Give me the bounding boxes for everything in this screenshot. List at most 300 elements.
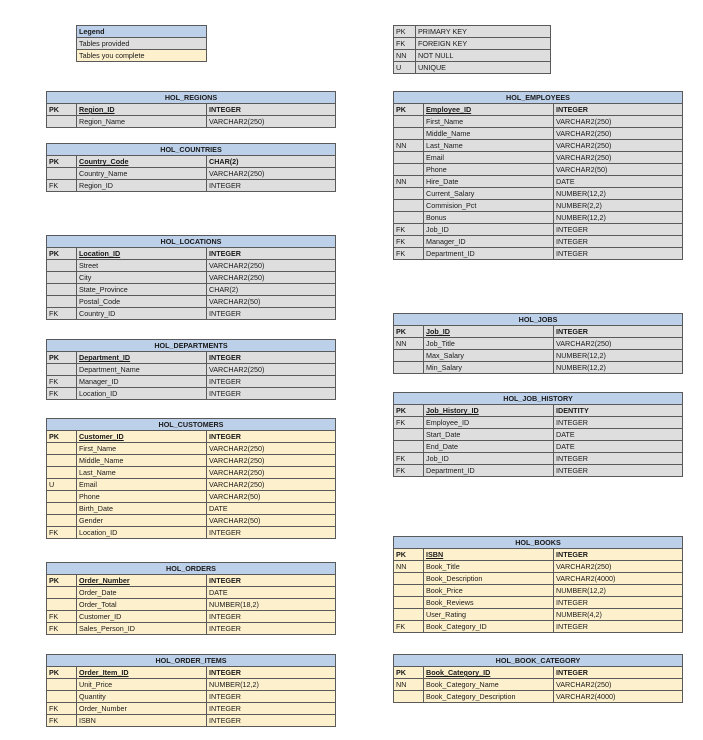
column-name-cell: Department_ID <box>424 248 554 260</box>
key-cell <box>394 152 424 164</box>
table-row <box>394 549 683 561</box>
column-name-cell: Region_ID <box>77 180 207 192</box>
table-row <box>47 284 336 296</box>
table-hol-jobs <box>393 313 683 374</box>
column-name-cell: Street <box>77 260 207 272</box>
column-name-cell: Job_ID <box>424 453 554 465</box>
key-cell <box>394 188 424 200</box>
data-type-cell: INTEGER <box>207 527 336 539</box>
table-row <box>47 587 336 599</box>
key-cell <box>394 597 424 609</box>
key-cell <box>394 128 424 140</box>
column-name-cell: City <box>77 272 207 284</box>
table-row <box>394 405 683 417</box>
data-type-cell: NUMBER(12,2) <box>554 585 683 597</box>
column-name-cell: Manager_ID <box>77 376 207 388</box>
table-hol-orders <box>46 562 336 635</box>
table-row <box>394 212 683 224</box>
column-name-cell: Hire_Date <box>424 176 554 188</box>
key-cell: NN <box>394 338 424 350</box>
table-row <box>47 623 336 635</box>
key-cell: PK <box>47 575 77 587</box>
legend-provided: Tables provided <box>77 38 207 50</box>
key-legend-table <box>393 25 551 74</box>
column-name-cell: Job_ID <box>424 326 554 338</box>
column-name-cell: Job_Title <box>424 338 554 350</box>
key-code: PK <box>394 26 416 38</box>
data-type-cell: INTEGER <box>207 623 336 635</box>
key-cell: NN <box>394 140 424 152</box>
key-cell <box>47 599 77 611</box>
key-cell: PK <box>47 431 77 443</box>
table-row <box>47 479 336 491</box>
table-row <box>394 441 683 453</box>
data-type-cell: INTEGER <box>207 431 336 443</box>
data-type-cell: INTEGER <box>207 248 336 260</box>
data-type-cell: NUMBER(12,2) <box>207 679 336 691</box>
column-name-cell: Country_Name <box>77 168 207 180</box>
key-cell <box>47 296 77 308</box>
data-type-cell: INTEGER <box>207 703 336 715</box>
table-hol-order-items <box>46 654 336 727</box>
column-name-cell: Location_ID <box>77 527 207 539</box>
legend-table <box>76 25 207 62</box>
key-cell: FK <box>394 465 424 477</box>
column-name-cell: Job_ID <box>424 224 554 236</box>
data-type-cell: VARCHAR2(250) <box>554 338 683 350</box>
table-hol-job-history <box>393 392 683 477</box>
table-row <box>394 338 683 350</box>
data-type-cell: INTEGER <box>207 611 336 623</box>
key-cell <box>47 260 77 272</box>
key-cell: FK <box>394 248 424 260</box>
table-row <box>394 667 683 679</box>
data-type-cell: VARCHAR2(250) <box>554 140 683 152</box>
key-cell <box>47 364 77 376</box>
table-row <box>394 417 683 429</box>
column-name-cell: Location_ID <box>77 248 207 260</box>
table-row <box>47 703 336 715</box>
key-cell: PK <box>394 326 424 338</box>
column-name-cell: Job_History_ID <box>424 405 554 417</box>
key-code: U <box>394 62 416 74</box>
table-row <box>47 168 336 180</box>
data-type-cell: INTEGER <box>554 236 683 248</box>
legend-complete: Tables you complete <box>77 50 207 62</box>
data-type-cell: NUMBER(12,2) <box>554 362 683 374</box>
table-row <box>394 164 683 176</box>
column-name-cell: Location_ID <box>77 388 207 400</box>
data-type-cell: NUMBER(4,2) <box>554 609 683 621</box>
column-name-cell: Book_Price <box>424 585 554 597</box>
column-name-cell: Unit_Price <box>77 679 207 691</box>
data-type-cell: CHAR(2) <box>207 284 336 296</box>
data-type-cell: NUMBER(2,2) <box>554 200 683 212</box>
data-type-cell: NUMBER(12,2) <box>554 212 683 224</box>
column-name-cell: Order_Date <box>77 587 207 599</box>
key-cell <box>394 212 424 224</box>
table-row <box>394 585 683 597</box>
column-name-cell: Middle_Name <box>424 128 554 140</box>
column-name-cell: Phone <box>77 491 207 503</box>
table-row <box>394 188 683 200</box>
table-row <box>394 104 683 116</box>
data-type-cell: VARCHAR2(250) <box>554 679 683 691</box>
key-cell: PK <box>394 405 424 417</box>
table-row <box>394 609 683 621</box>
table-title: HOL_ORDER_ITEMS <box>47 655 336 667</box>
table-row <box>47 691 336 703</box>
table-row <box>394 679 683 691</box>
table-row <box>47 352 336 364</box>
table-row <box>47 667 336 679</box>
key-cell <box>47 443 77 455</box>
table-row <box>47 388 336 400</box>
column-name-cell: ISBN <box>77 715 207 727</box>
table-title: HOL_REGIONS <box>47 92 336 104</box>
table-row <box>47 503 336 515</box>
key-cell <box>394 164 424 176</box>
table-row <box>47 308 336 320</box>
key-cell: FK <box>394 417 424 429</box>
column-name-cell: User_Rating <box>424 609 554 621</box>
table-row <box>47 376 336 388</box>
data-type-cell: VARCHAR2(250) <box>554 561 683 573</box>
key-cell <box>47 284 77 296</box>
table-row <box>394 200 683 212</box>
table-hol-regions <box>46 91 336 128</box>
key-cell: FK <box>47 611 77 623</box>
table-title: HOL_JOB_HISTORY <box>394 393 683 405</box>
table-hol-book-category <box>393 654 683 703</box>
table-row <box>47 467 336 479</box>
column-name-cell: Book_Category_ID <box>424 667 554 679</box>
column-name-cell: Department_ID <box>77 352 207 364</box>
table-row <box>394 561 683 573</box>
table-row <box>47 260 336 272</box>
key-cell <box>394 200 424 212</box>
data-type-cell: VARCHAR2(250) <box>207 168 336 180</box>
table-row <box>394 236 683 248</box>
data-type-cell: DATE <box>207 503 336 515</box>
data-type-cell: VARCHAR2(250) <box>207 260 336 272</box>
key-cell <box>47 116 77 128</box>
key-cell: FK <box>47 388 77 400</box>
key-cell: FK <box>47 623 77 635</box>
column-name-cell: Bonus <box>424 212 554 224</box>
column-name-cell: Book_Category_Name <box>424 679 554 691</box>
column-name-cell: Order_Item_ID <box>77 667 207 679</box>
table-hol-customers <box>46 418 336 539</box>
table-row <box>47 679 336 691</box>
column-name-cell: Phone <box>424 164 554 176</box>
table-row <box>47 715 336 727</box>
key-cell <box>47 503 77 515</box>
column-name-cell: Manager_ID <box>424 236 554 248</box>
key-cell: PK <box>47 248 77 260</box>
data-type-cell: INTEGER <box>554 667 683 679</box>
key-code: FK <box>394 38 416 50</box>
table-row <box>47 443 336 455</box>
column-name-cell: End_Date <box>424 441 554 453</box>
key-meaning: PRIMARY KEY <box>416 26 551 38</box>
key-cell <box>47 467 77 479</box>
key-cell <box>394 350 424 362</box>
column-name-cell: Postal_Code <box>77 296 207 308</box>
data-type-cell: INTEGER <box>207 180 336 192</box>
column-name-cell: Email <box>424 152 554 164</box>
key-cell <box>394 573 424 585</box>
key-cell <box>394 441 424 453</box>
key-cell <box>394 585 424 597</box>
key-cell: PK <box>394 667 424 679</box>
column-name-cell: Gender <box>77 515 207 527</box>
key-cell <box>47 168 77 180</box>
table-row <box>394 350 683 362</box>
column-name-cell: State_Province <box>77 284 207 296</box>
data-type-cell: DATE <box>554 429 683 441</box>
table-row <box>47 116 336 128</box>
table-title: HOL_DEPARTMENTS <box>47 340 336 352</box>
column-name-cell: Region_ID <box>77 104 207 116</box>
table-hol-departments <box>46 339 336 400</box>
data-type-cell: INTEGER <box>554 621 683 633</box>
legend-title: Legend <box>77 26 207 38</box>
key-cell: NN <box>394 679 424 691</box>
column-name-cell: Commision_Pct <box>424 200 554 212</box>
data-type-cell: CHAR(2) <box>207 156 336 168</box>
column-name-cell: Order_Total <box>77 599 207 611</box>
key-cell: FK <box>47 308 77 320</box>
key-cell <box>394 609 424 621</box>
data-type-cell: VARCHAR2(250) <box>207 467 336 479</box>
table-row <box>394 691 683 703</box>
column-name-cell: Max_Salary <box>424 350 554 362</box>
key-cell: FK <box>47 180 77 192</box>
table-hol-employees <box>393 91 683 260</box>
table-row <box>394 326 683 338</box>
key-cell <box>47 491 77 503</box>
column-name-cell: Current_Salary <box>424 188 554 200</box>
column-name-cell: Employee_ID <box>424 104 554 116</box>
data-type-cell: INTEGER <box>554 326 683 338</box>
data-type-cell: INTEGER <box>207 352 336 364</box>
data-type-cell: INTEGER <box>554 465 683 477</box>
table-row <box>47 104 336 116</box>
key-cell: FK <box>47 527 77 539</box>
data-type-cell: VARCHAR2(250) <box>554 116 683 128</box>
column-name-cell: Middle_Name <box>77 455 207 467</box>
table-hol-locations <box>46 235 336 320</box>
data-type-cell: DATE <box>554 441 683 453</box>
key-cell: NN <box>394 561 424 573</box>
data-type-cell: NUMBER(12,2) <box>554 188 683 200</box>
table-row <box>394 573 683 585</box>
column-name-cell: First_Name <box>424 116 554 128</box>
table-row <box>394 621 683 633</box>
key-cell <box>47 679 77 691</box>
table-row <box>47 156 336 168</box>
column-name-cell: Book_Category_ID <box>424 621 554 633</box>
data-type-cell: INTEGER <box>207 575 336 587</box>
key-meaning: UNIQUE <box>416 62 551 74</box>
table-row <box>394 176 683 188</box>
column-name-cell: Department_Name <box>77 364 207 376</box>
key-cell: FK <box>394 621 424 633</box>
table-title: HOL_JOBS <box>394 314 683 326</box>
key-cell: FK <box>394 453 424 465</box>
table-row <box>47 575 336 587</box>
column-name-cell: Start_Date <box>424 429 554 441</box>
column-name-cell: Country_ID <box>77 308 207 320</box>
column-name-cell: Book_Category_Description <box>424 691 554 703</box>
data-type-cell: VARCHAR2(4000) <box>554 573 683 585</box>
key-cell: U <box>47 479 77 491</box>
data-type-cell: INTEGER <box>554 224 683 236</box>
table-row <box>47 527 336 539</box>
data-type-cell: DATE <box>554 176 683 188</box>
data-type-cell: VARCHAR2(50) <box>207 491 336 503</box>
data-type-cell: DATE <box>207 587 336 599</box>
key-cell: FK <box>47 715 77 727</box>
column-name-cell: Customer_ID <box>77 431 207 443</box>
table-title: HOL_EMPLOYEES <box>394 92 683 104</box>
column-name-cell: Country_Code <box>77 156 207 168</box>
data-type-cell: VARCHAR2(4000) <box>554 691 683 703</box>
table-row <box>394 152 683 164</box>
data-type-cell: INTEGER <box>207 715 336 727</box>
table-row <box>47 611 336 623</box>
key-cell <box>394 362 424 374</box>
data-type-cell: INTEGER <box>207 388 336 400</box>
key-cell <box>47 272 77 284</box>
table-row <box>47 599 336 611</box>
key-code: NN <box>394 50 416 62</box>
table-row <box>394 362 683 374</box>
table-row <box>394 429 683 441</box>
table-hol-books <box>393 536 683 633</box>
data-type-cell: INTEGER <box>554 104 683 116</box>
key-cell <box>47 587 77 599</box>
table-row <box>47 296 336 308</box>
key-cell: PK <box>47 104 77 116</box>
table-row <box>47 364 336 376</box>
table-row <box>47 272 336 284</box>
key-cell <box>394 429 424 441</box>
key-meaning: NOT NULL <box>416 50 551 62</box>
column-name-cell: Min_Salary <box>424 362 554 374</box>
column-name-cell: Customer_ID <box>77 611 207 623</box>
data-type-cell: VARCHAR2(250) <box>554 128 683 140</box>
key-cell <box>47 691 77 703</box>
column-name-cell: Email <box>77 479 207 491</box>
data-type-cell: NUMBER(12,2) <box>554 350 683 362</box>
key-cell <box>394 116 424 128</box>
key-cell: PK <box>394 104 424 116</box>
key-cell: FK <box>47 703 77 715</box>
data-type-cell: VARCHAR2(250) <box>207 272 336 284</box>
key-cell: PK <box>394 549 424 561</box>
table-row <box>394 140 683 152</box>
data-type-cell: VARCHAR2(250) <box>207 364 336 376</box>
column-name-cell: Book_Description <box>424 573 554 585</box>
key-cell: FK <box>394 224 424 236</box>
column-name-cell: Order_Number <box>77 575 207 587</box>
key-cell <box>47 515 77 527</box>
data-type-cell: VARCHAR2(50) <box>207 296 336 308</box>
table-row <box>394 465 683 477</box>
column-name-cell: ISBN <box>424 549 554 561</box>
table-title: HOL_LOCATIONS <box>47 236 336 248</box>
column-name-cell: Employee_ID <box>424 417 554 429</box>
data-type-cell: INTEGER <box>207 104 336 116</box>
data-type-cell: INTEGER <box>207 691 336 703</box>
key-cell: PK <box>47 667 77 679</box>
table-row <box>394 116 683 128</box>
table-row <box>47 248 336 260</box>
data-type-cell: VARCHAR2(50) <box>554 164 683 176</box>
table-title: HOL_COUNTRIES <box>47 144 336 156</box>
data-type-cell: INTEGER <box>554 248 683 260</box>
data-type-cell: VARCHAR2(250) <box>554 152 683 164</box>
column-name-cell: Department_ID <box>424 465 554 477</box>
column-name-cell: Quantity <box>77 691 207 703</box>
table-row <box>394 453 683 465</box>
data-type-cell: VARCHAR2(250) <box>207 479 336 491</box>
data-type-cell: VARCHAR2(50) <box>207 515 336 527</box>
column-name-cell: First_Name <box>77 443 207 455</box>
data-type-cell: INTEGER <box>207 376 336 388</box>
key-cell: PK <box>47 156 77 168</box>
column-name-cell: Book_Title <box>424 561 554 573</box>
table-title: HOL_BOOKS <box>394 537 683 549</box>
table-title: HOL_ORDERS <box>47 563 336 575</box>
data-type-cell: INTEGER <box>554 453 683 465</box>
data-type-cell: VARCHAR2(250) <box>207 443 336 455</box>
key-cell: FK <box>394 236 424 248</box>
table-row <box>394 224 683 236</box>
column-name-cell: Last_Name <box>424 140 554 152</box>
table-row <box>394 597 683 609</box>
table-hol-countries <box>46 143 336 192</box>
table-row <box>47 491 336 503</box>
key-cell: FK <box>47 376 77 388</box>
data-type-cell: INTEGER <box>554 417 683 429</box>
table-row <box>394 248 683 260</box>
data-type-cell: VARCHAR2(250) <box>207 116 336 128</box>
column-name-cell: Region_Name <box>77 116 207 128</box>
data-type-cell: INTEGER <box>554 549 683 561</box>
key-cell: NN <box>394 176 424 188</box>
data-type-cell: VARCHAR2(250) <box>207 455 336 467</box>
data-type-cell: INTEGER <box>554 597 683 609</box>
table-row <box>47 180 336 192</box>
table-title: HOL_CUSTOMERS <box>47 419 336 431</box>
data-type-cell: INTEGER <box>207 667 336 679</box>
column-name-cell: Birth_Date <box>77 503 207 515</box>
key-meaning: FOREIGN KEY <box>416 38 551 50</box>
column-name-cell: Book_Reviews <box>424 597 554 609</box>
column-name-cell: Order_Number <box>77 703 207 715</box>
table-row <box>47 515 336 527</box>
table-row <box>394 128 683 140</box>
table-title: HOL_BOOK_CATEGORY <box>394 655 683 667</box>
data-type-cell: IDENTITY <box>554 405 683 417</box>
key-cell <box>394 691 424 703</box>
table-row <box>47 455 336 467</box>
key-cell: PK <box>47 352 77 364</box>
column-name-cell: Sales_Person_ID <box>77 623 207 635</box>
